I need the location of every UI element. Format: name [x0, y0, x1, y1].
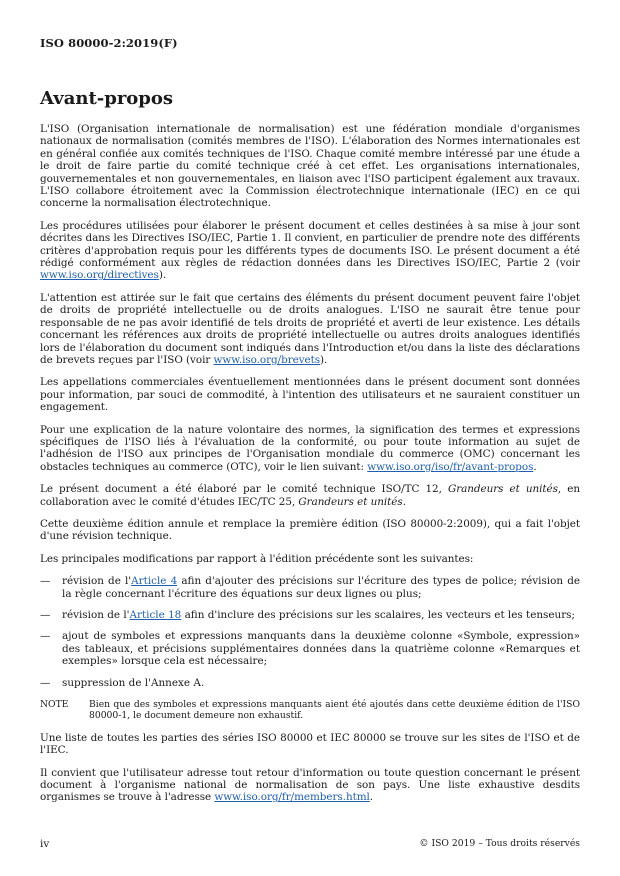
- note-text: Bien que des symboles et expressions manquants aient été ajoutés dans cette deuxième édition de l'ISO 80000-1, le document demeure non exhaustif.: [89, 699, 580, 722]
- list-item: — révision de l'Article 18 afin d'inclure des précisions sur les scalaires, les vecteurs et les tenseurs;: [40, 609, 576, 621]
- paragraph-iso-intro: L'ISO (Organisation internationale de normalisation) est une fédération mondiale d'organismes nationaux de normalisation (comités membres de l'ISO). L'élaboration des Normes internationales est en général confiée aux comités techniques de l'ISO. Chaque comité membre intéressé par une étude a le droit de faire partie du comité technique créé à cet effet. Les organisations internationales, gouvernementales et non gouvernementales, en liaison avec l'ISO participent également aux travaux. L'ISO collabore étroitement avec la Commission électrotechnique internationale (IEC) en ce qui concerne la normalisation électrotechnique.: [40, 123, 580, 210]
- link-avant-propos[interactable]: www.iso.org/iso/fr/avant-propos: [367, 460, 534, 473]
- paragraph-edition: Cette deuxième édition annule et remplace la première édition (ISO 80000-2:2009), qui a fait l'objet d'une révision technique.: [40, 517, 580, 543]
- paragraph-committee: Le présent document a été élaboré par le comité technique ISO/TC 12, Grandeurs et unités, en collaboration avec le comité d'études IEC/TC 25, Grandeurs et unités.: [40, 483, 581, 508]
- list-item: — révision de l'Article 4 afin d'ajouter des précisions sur l'écriture des types de police; révision de la règle concernant l'écriture des équations sur deux lignes ou plus;: [40, 575, 581, 600]
- paragraph-voluntary-nature: Pour une explication de la nature volontaire des normes, la signification des termes et expressions spécifiques de l'ISO liés à l'évaluation de la conformité, ou pour toute information au sujet de l'adhésion de l'ISO aux principes de l'Organisation mondiale du commerce (OMC) concernant les obstacles techniques au commerce (OTC), voir le lien suivant: www.iso.org/iso/fr/avant-propos.: [40, 423, 580, 473]
- list-item: — suppression de l'Annexe A.: [40, 676, 205, 689]
- standard-identifier: ISO 80000-2:2019(F): [40, 36, 178, 50]
- page-number: iv: [40, 838, 50, 850]
- dash-bullet: —: [40, 630, 51, 643]
- dash-bullet: —: [40, 575, 51, 588]
- page-title: Avant-propos: [40, 88, 174, 109]
- link-article-4[interactable]: Article 4: [131, 575, 178, 588]
- paragraph-patents: L'attention est attirée sur le fait que certains des éléments du présent document peuvent faire l'objet de droits de propriété intellectuelle ou de droits analogues. L'ISO ne saurait être tenue pour responsable de ne pas avoir identifié de tels droits de propriété et averti de leur existence. Les détails concernant les références aux droits de propriété intellectuelle ou autres droits analogues identifiés lors de l'élaboration du document sont indiqués dans l'Introduction et/ou dans la liste des déclarations de brevets reçues par l'ISO (voir www.iso.org/brevets).: [40, 291, 580, 366]
- list-item: — ajout de symboles et expressions manquants dans la deuxième colonne «Symbole, expression» des tableaux, et précisions supplémentaires données dans la quatrième colonne «Remarques et exemples» lorsque cela est nécessaire;: [40, 630, 580, 668]
- paragraph-trade-names: Les appellations commerciales éventuellement mentionnées dans le présent document sont données pour information, par souci de commodité, à l'intention des utilisateurs et ne sauraient constituer un engagement.: [40, 376, 580, 414]
- paragraph-series-list: Une liste de toutes les parties des séries ISO 80000 et IEC 80000 se trouve sur les sites de l'ISO et de l'IEC.: [40, 731, 580, 757]
- changes-list: [40, 575, 580, 689]
- link-members[interactable]: www.iso.org/fr/members.html: [214, 791, 370, 804]
- link-article-18[interactable]: Article 18: [129, 609, 182, 621]
- dash-bullet: —: [40, 676, 51, 689]
- paragraph-changes-intro: Les principales modifications par rapport à l'édition précédente sont les suivantes:: [40, 552, 474, 565]
- dash-bullet: —: [40, 609, 51, 621]
- document-body: [40, 123, 580, 814]
- note: [40, 699, 580, 722]
- link-brevets[interactable]: www.iso.org/brevets: [213, 353, 321, 366]
- link-directives[interactable]: www.iso.org/directives: [40, 269, 159, 282]
- paragraph-feedback: Il convient que l'utilisateur adresse tout retour d'information ou toute question concernant le présent document à l'organisme national de normalisation de son pays. Une liste exhaustive desdits organismes se trouve à l'adresse www.iso.org/fr/members.html.: [40, 766, 580, 804]
- paragraph-procedures: Les procédures utilisées pour élaborer le présent document et celles destinées à sa mise à jour sont décrites dans les Directives ISO/IEC, Partie 1. Il convient, en particulier de prendre note des différents critères d'approbation requis pour les différents types de documents ISO. Le présent document a été rédigé conformément aux règles de rédaction données dans les Directives ISO/IEC, Partie 2 (voir www.iso.org/directives).: [40, 219, 580, 282]
- copyright-notice: © ISO 2019 – Tous droits réservés: [419, 838, 580, 849]
- note-label: NOTE: [40, 699, 69, 711]
